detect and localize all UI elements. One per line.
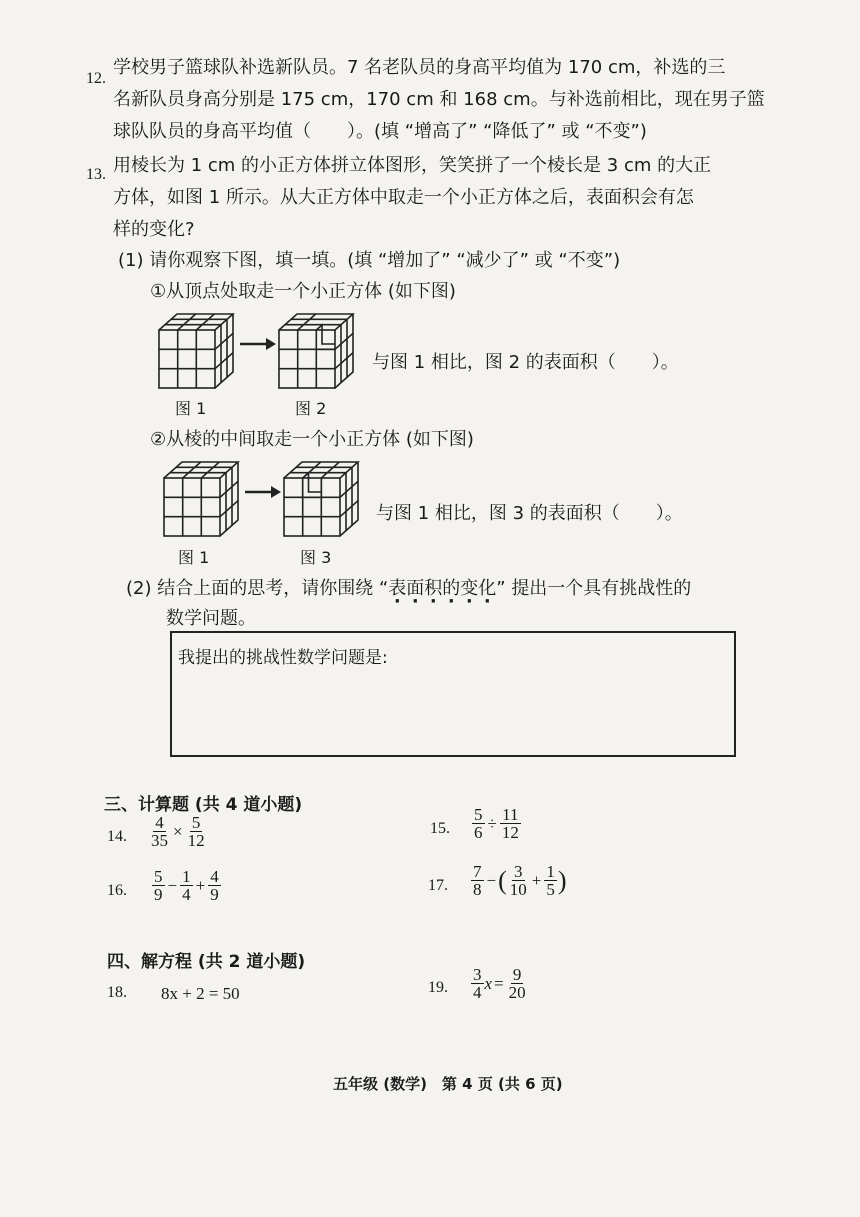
q17-number: 17. [428, 877, 448, 894]
q13-number: 13. [86, 166, 106, 183]
q13-line1: 用棱长为 1 cm 的小正方体拼立体图形，笑笑拼了一个棱长是 3 cm 的大正 [113, 155, 712, 176]
q12-number: 12. [86, 70, 106, 87]
fraction [472, 806, 485, 841]
variable: x [484, 973, 493, 993]
cube-figure-1a [155, 310, 235, 392]
arrow-right-icon [238, 336, 278, 352]
denominator: 20 [508, 983, 526, 1002]
q16-expression [151, 868, 222, 903]
q13-part2-emphasis [388, 578, 496, 599]
denominator: 5 [546, 880, 555, 899]
operator: × [173, 821, 183, 841]
page-footer: 五年级 (数学) 第 4 页 (共 6 页) [333, 1075, 563, 1093]
fraction [471, 863, 484, 898]
denominator: 10 [509, 880, 527, 899]
q13-case1-answer: 与图 1 相比，图 2 的表面积（ ）。 [372, 352, 679, 373]
q12-line2: 名新队员身高分别是 175 cm，170 cm 和 168 cm。与补选前相比，现在男子篮 [113, 89, 765, 110]
emph-char: 化 [478, 578, 497, 599]
denominator: 8 [473, 880, 482, 899]
denominator: 9 [210, 885, 219, 904]
q18-number: 18. [107, 984, 127, 1001]
numerator: 9 [512, 965, 522, 984]
numerator: 1 [182, 867, 191, 886]
numerator: 4 [155, 813, 164, 832]
numerator: 11 [502, 805, 519, 824]
q15-expression [471, 806, 522, 841]
denominator: 9 [154, 885, 163, 904]
denominator: 4 [182, 885, 191, 904]
operator: + [195, 875, 206, 895]
numerator: 7 [473, 862, 482, 881]
emph-char: 变 [460, 578, 479, 599]
q13-part2-suffix: ” 提出一个具有挑战性的 [496, 578, 692, 599]
fraction [149, 814, 170, 849]
operator: − [167, 875, 178, 895]
fraction [152, 868, 165, 903]
q12-line1: 学校男子篮球队补选新队员。7 名老队员的身高平均值为 170 cm，补选的三 [113, 57, 726, 78]
numerator: 5 [474, 805, 483, 824]
section3-title: 三、计算题 (共 4 道小题) [104, 795, 303, 815]
challenge-box-label: 我提出的挑战性数学问题是: [178, 648, 388, 668]
left-paren: ( [498, 865, 507, 895]
section4-title: 四、解方程 (共 2 道小题) [107, 952, 306, 972]
numerator: 3 [514, 862, 523, 881]
emph-char: 的 [442, 578, 461, 599]
q13-case2: ②从棱的中间取走一个小正方体 (如下图) [150, 429, 474, 450]
fraction [180, 868, 193, 903]
fraction [208, 868, 221, 903]
operator: − [486, 870, 497, 890]
q16-number: 16. [107, 882, 127, 899]
numerator: 4 [210, 867, 219, 886]
fraction [508, 863, 529, 898]
q13-case1: ①从顶点处取走一个小正方体 (如下图) [150, 281, 456, 302]
q13-part2-line2: 数学问题。 [166, 608, 256, 629]
q13-line2: 方体，如图 1 所示。从大正方体中取走一个小正方体之后，表面积会有怎 [113, 187, 694, 208]
denominator: 6 [474, 823, 483, 842]
denominator: 4 [473, 983, 482, 1002]
operator: ÷ [487, 813, 497, 833]
q13-case2-answer: 与图 1 相比，图 3 的表面积（ ）。 [376, 503, 683, 524]
numerator: 5 [154, 867, 163, 886]
denominator: 12 [187, 831, 205, 850]
figure-1-label-b: 图 1 [178, 548, 210, 567]
denominator: 35 [151, 831, 168, 850]
right-paren: ) [557, 865, 567, 895]
q15-number: 15. [430, 820, 450, 837]
q18-expression: 8x + 2 = 50 [161, 984, 240, 1003]
fraction [471, 966, 484, 1001]
q13-part2 [126, 578, 691, 600]
numerator: 3 [473, 965, 482, 984]
q14-expression [148, 814, 208, 849]
emph-char: 面 [406, 578, 425, 599]
q13-part2-prefix: (2) 结合上面的思考，请你围绕 “ [126, 578, 389, 599]
figure-1-label-a: 图 1 [175, 399, 207, 418]
q19-number: 19. [428, 979, 448, 996]
operator: = [494, 973, 504, 993]
arrow-right-icon [243, 484, 283, 500]
numerator: 5 [191, 813, 201, 832]
q13-part1: (1) 请你观察下图，填一填。(填 “增加了” “减少了” 或 “不变”) [118, 250, 621, 271]
emph-char: 积 [424, 578, 443, 599]
figure-2-label: 图 2 [295, 399, 327, 418]
challenge-question-box[interactable] [170, 631, 736, 757]
operator: + [531, 870, 542, 890]
q12-line3: 球队队员的身高平均值（ ）。(填 “增高了” “降低了” 或 “不变”) [113, 121, 647, 142]
q19-expression [470, 966, 529, 1001]
q13-line3: 样的变化? [113, 219, 195, 240]
cube-figure-1b [160, 458, 240, 540]
fraction [544, 863, 557, 898]
numerator: 1 [546, 862, 555, 881]
denominator: 12 [501, 823, 519, 842]
q17-expression [470, 863, 567, 898]
figure-3-label: 图 3 [300, 548, 332, 567]
emph-char: 表 [388, 578, 407, 599]
q14-number: 14. [107, 828, 127, 845]
fraction [500, 806, 521, 841]
cube-figure-3 [280, 458, 360, 540]
fraction [186, 814, 207, 849]
fraction [507, 966, 528, 1001]
cube-figure-2 [275, 310, 355, 392]
